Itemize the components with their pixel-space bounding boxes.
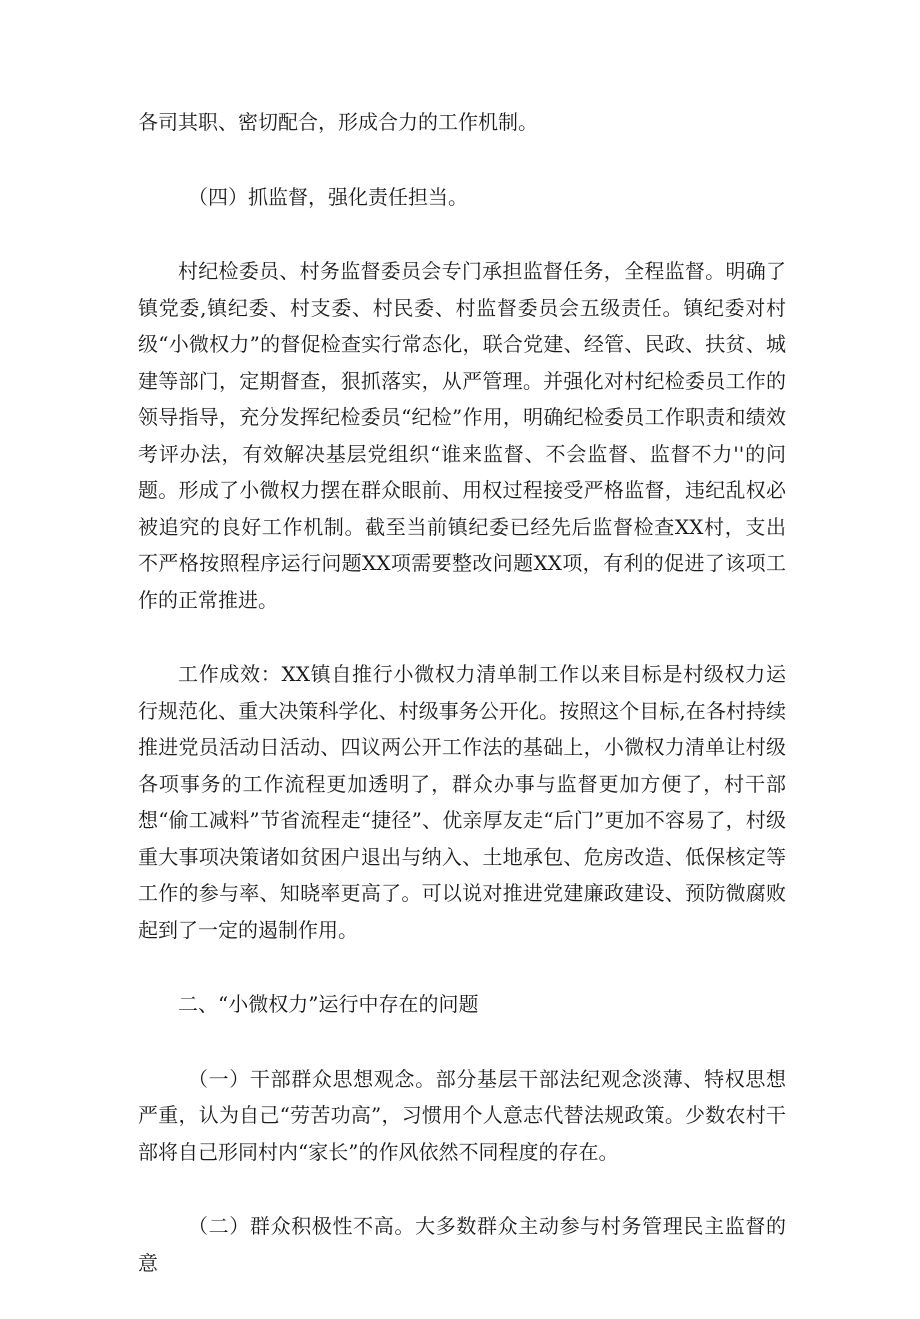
- paragraph-continuation: 各司其职、密切配合，形成合力的工作机制。: [138, 110, 538, 134]
- section-heading-problems: 二、“小微权力”运行中存在的问题: [178, 992, 479, 1016]
- paragraph-problem-one: （一）干部群众思想观念。部分基层干部法纪观念淡薄、特权思想严重，认为自己“劳苦功高”，习惯用个人意志代替法规政策。少数农村干部将自己形同村内“家长”的作风依然不同程度的存在。: [138, 1066, 786, 1164]
- section-heading-four: （四）抓监督，强化责任担当。: [188, 184, 468, 209]
- paragraph-problem-two: （二）群众积极性不高。大多数群众主动参与村务管理民主监督的意: [138, 1214, 786, 1275]
- document-body: [138, 104, 786, 1319]
- paragraph-work-results: 工作成效：XX镇自推行小微权力清单制工作以来目标是村级权力运行规范化、重大决策科学化、村级事务公开化。按照这个目标,在各村持续推进党员活动日活动、四议两公开工作法的基础上，小微权力清单让村级各项事务的工作流程更加透明了，群众办事与监督更加方便了，村干部想“偷工减料”节省流程走“捷径”、优亲厚友走“后门”更加不容易了，村级重大事项决策诸如贫困户退出与纳入、土地承包、危房改造、低保核定等工作的参与率、知晓率更高了。可以说对推进党建廉政建设、预防微腐败起到了一定的遏制作用。: [138, 662, 786, 942]
- paragraph-supervision: 村纪检委员、村务监督委员会专门承担监督任务，全程监督。明确了镇党委,镇纪委、村支委、村民委、村监督委员会五级责任。镇纪委对村级“小微权力”的督促检查实行常态化，联合党建、经管、民政、扶贫、城建等部门，定期督查，狠抓落实，从严管理。并强化对村纪检委员工作的领导指导，充分发挥纪检委员“纪检”作用，明确纪检委员工作职责和绩效考评办法，有效解决基层党组织“谁来监督、不会监督、监督不力''的问题。形成了小微权力摆在群众眼前、用权过程接受严格监督，违纪乱权必被追究的良好工作机制。截至当前镇纪委已经先后监督检查XX村，支出不严格按照程序运行问题XX项需要整改问题XX项，有利的促进了该项工作的正常推进。: [138, 259, 786, 612]
